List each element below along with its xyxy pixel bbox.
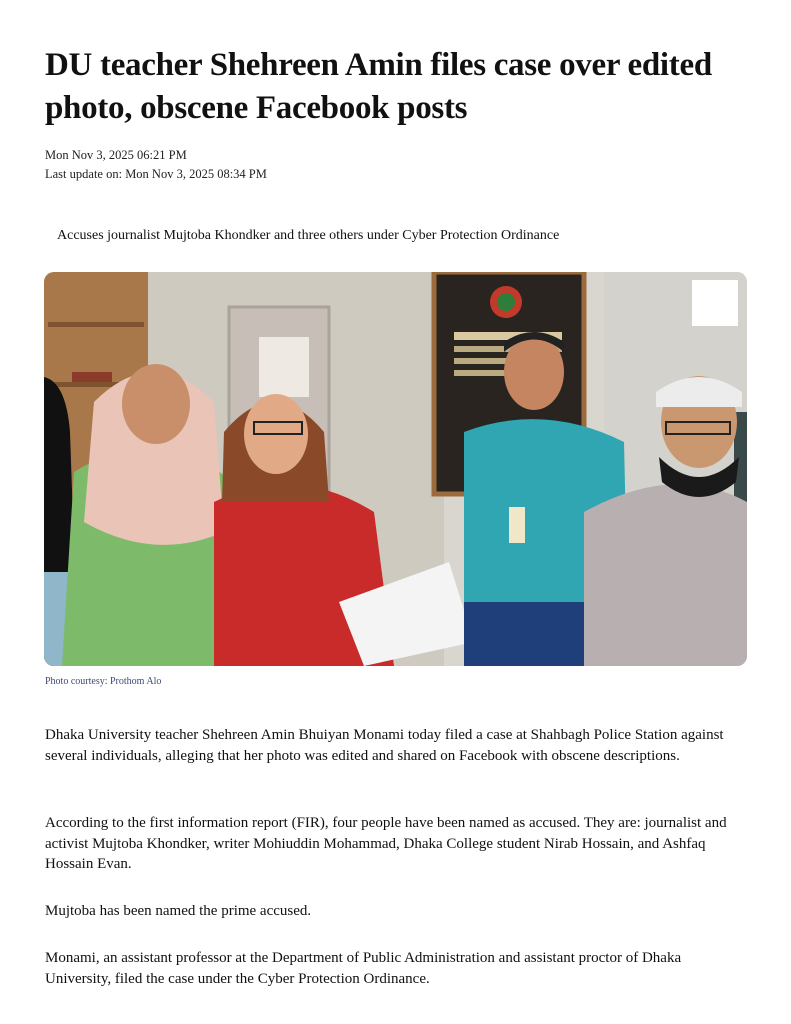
article-paragraph: According to the first information report (FIR), four people have been named as accused. They are: journalist and activist Mujtoba Khondker, writer Mohiuddin Mohammad, Dhaka College student Nirab Hossain, and Ashfaq Hossain Evan.: [45, 815, 727, 872]
article-paragraph: Dhaka University teacher Shehreen Amin Bhuiyan Monami today filed a case at Shahbagh Police Station against several individuals, alleging that her photo was edited and shared on Facebook with obscene descriptions.: [45, 727, 724, 764]
article-paragraph: Mujtoba has been named the prime accused.: [45, 903, 312, 919]
article-paragraph: Monami, an assistant professor at the Department of Public Administration and assistant proctor of Dhaka University, filed the case under the Cyber Protection Ordinance.: [45, 950, 682, 987]
article-headline: DU teacher Shehreen Amin files case over edited photo, obscene Facebook posts: [45, 47, 712, 126]
article-photo: [44, 272, 747, 666]
last-update-date: Last update on: Mon Nov 3, 2025 08:34 PM: [45, 167, 267, 181]
article-subheadline: Accuses journalist Mujtoba Khondker and three others under Cyber Protection Ordinance: [57, 228, 560, 243]
photo-caption: Photo courtesy: Prothom Alo: [45, 676, 162, 687]
published-date: Mon Nov 3, 2025 06:21 PM: [45, 148, 187, 162]
